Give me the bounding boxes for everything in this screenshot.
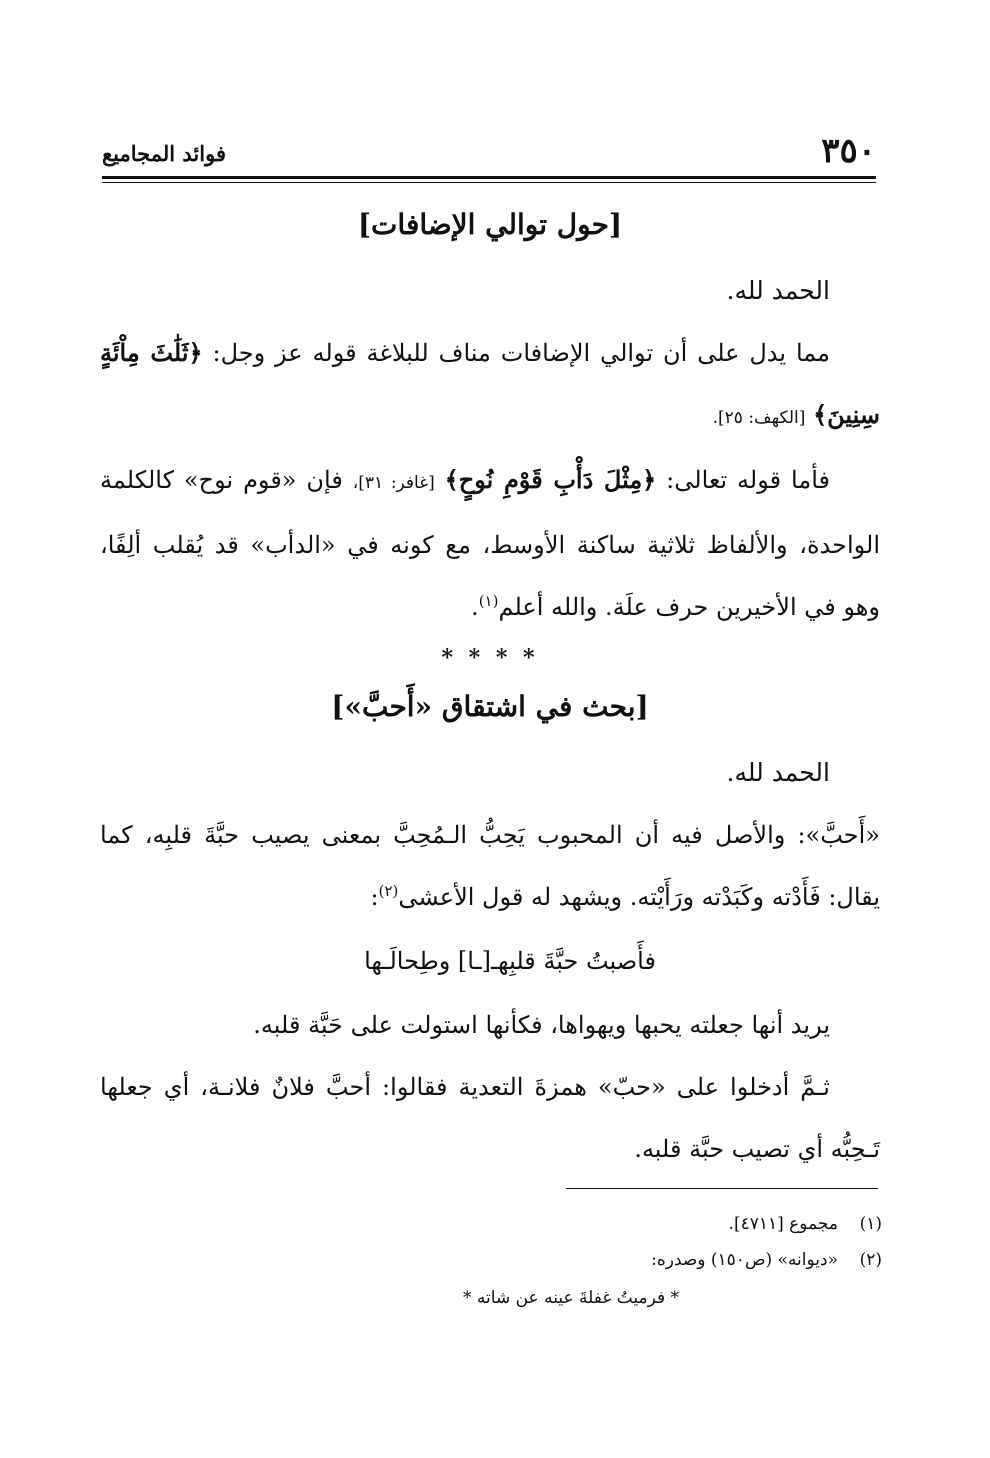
hamdala: الحمد لله. xyxy=(726,276,830,305)
paragraph-text: مما يدل على أن توالي الإضافات مناف للبلاغة قوله عز وجل: xyxy=(212,339,830,367)
page-number: ٣٥٠ xyxy=(821,131,876,171)
header-rule-thin xyxy=(102,182,876,183)
quran-quote: ﴿ثَلَٰثَ مِاْئَةٍ سِنِينَ﴾ xyxy=(100,338,880,429)
footnote-marker: (١) xyxy=(478,592,499,610)
header-rule-thick xyxy=(102,176,876,179)
section-heading-ahabba: [بحث في اشتقاق «أَحبَّ»] xyxy=(331,690,649,723)
paragraph-ahabba-3: ثـمَّ أدخلوا على «حبّ» همزةَ التعدية فقالوا: أحبَّ فلانٌ فلانـة، أي جعلها تَـحِبُّه أي تصيب حبَّة قلبه. xyxy=(100,1073,880,1163)
quran-quote: ﴿مِثْلَ دَأْبِ قَوْمِ نُوحٍ﴾ xyxy=(444,465,657,494)
running-header xyxy=(102,128,876,174)
footnote-separator xyxy=(566,1188,878,1189)
footnote-2 xyxy=(200,1242,882,1278)
footnote-text: مجموع [٤٧١١]. xyxy=(728,1214,838,1234)
footnotes xyxy=(200,1206,882,1316)
hamdala: الحمد لله. xyxy=(726,758,830,787)
quran-reference: [غافر: ٣١]، xyxy=(352,473,435,493)
main-text xyxy=(100,196,880,1180)
footnote-text: «ديوانه» (ص١٥٠) وصدره: xyxy=(651,1250,838,1270)
paragraph-text: فأما قوله تعالى: xyxy=(666,466,830,494)
sentence-end: : xyxy=(370,883,379,911)
paragraph-ahabba-1 xyxy=(100,804,880,928)
running-title: فوائد المجاميع xyxy=(102,141,226,166)
paragraph-ahabba-2: يريد أنها جعلته يحبها ويهواها، فكأنها استولت على حَبَّة قلبه. xyxy=(253,1011,830,1039)
footnote-marker: (٢) xyxy=(378,882,399,900)
paragraph-text: «أَحبَّ»: والأصل فيه أن المحبوب يَحِبُّ الـمُحِبَّ بمعنى يصيب حبَّةَ قلبِه، كما يقال: فَأَدْته وكَبَدْته ورَأَيْته. ويشهد له قول الأعشى xyxy=(100,821,880,911)
paragraph-idafat-1 xyxy=(100,322,880,449)
footnote-1 xyxy=(200,1206,882,1242)
paragraph-text: فإن «قوم نوح» كالكلمة الواحدة، والألفاظ ثلاثية ساكنة الأوسط، مع كونه في «الدأب» قد يُقلب ألِفًا، وهو في الأخيرين حرف علَة. والله أعلم xyxy=(100,466,880,621)
section-heading-idafat: [حول توالي الإضافات] xyxy=(357,208,623,241)
footnote-verse: * فرميتُ غفلةَ عينه عن شاته * xyxy=(463,1288,679,1308)
sentence-end: . xyxy=(471,593,479,621)
section-divider: * * * * xyxy=(441,645,539,671)
paragraph-idafat-2 xyxy=(100,449,880,638)
quran-reference: [الكهف: ٢٥]. xyxy=(712,408,806,428)
poetry-verse: فأَصبتُ حبَّةَ قلبِهـ[ـا] وطِحالَـها xyxy=(364,947,656,975)
footnote-number: (١) xyxy=(859,1214,882,1234)
footnote-number: (٢) xyxy=(859,1250,882,1270)
